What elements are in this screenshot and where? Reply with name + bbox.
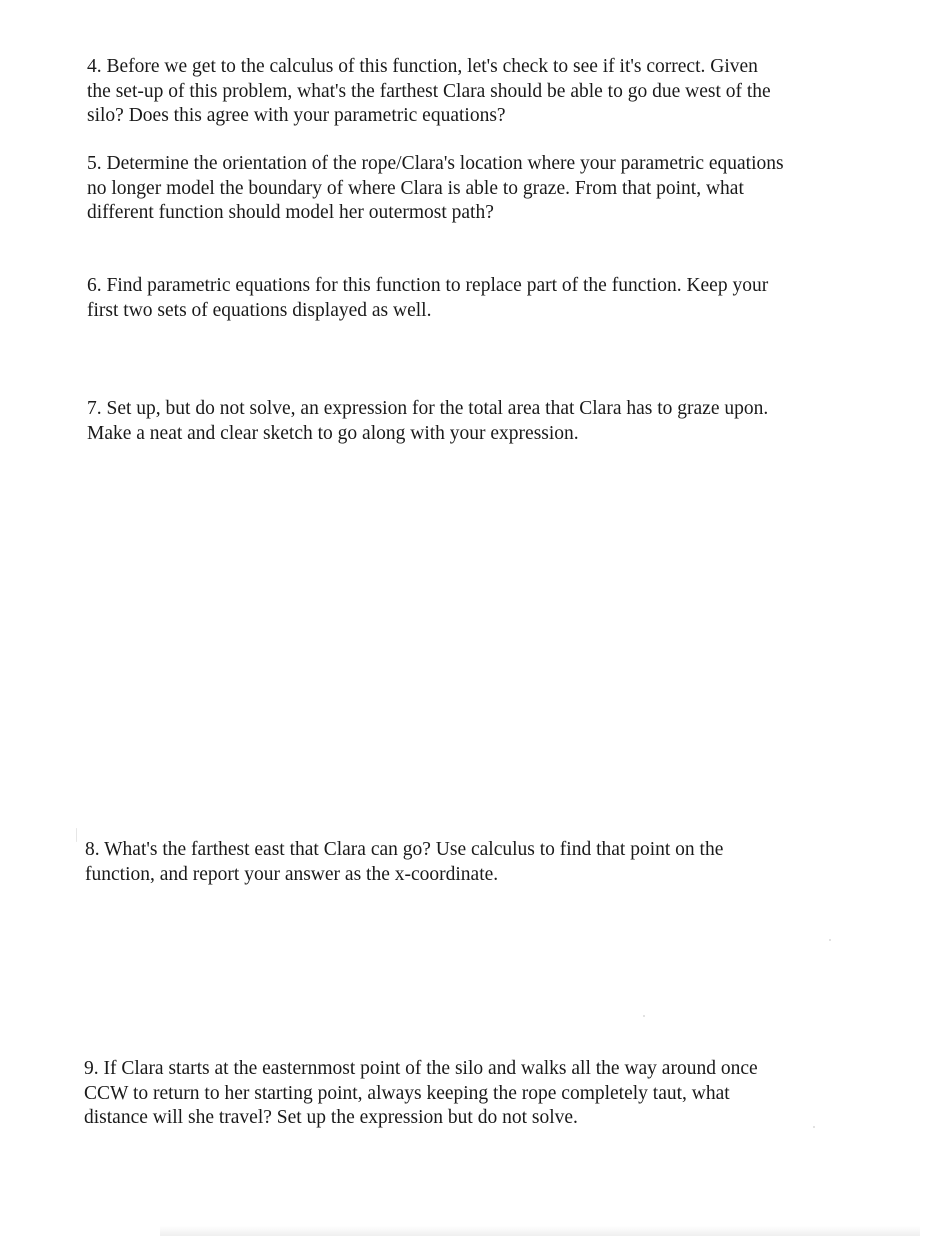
question-4 xyxy=(87,55,887,129)
scan-artifact xyxy=(829,939,831,941)
question-5 xyxy=(87,152,887,226)
question-text: What's the farthest east that Clara can go? Use calculus to find that point on the function, and report your answer as the x-coordinate. xyxy=(85,839,724,885)
question-text: If Clara starts at the easternmost point of the silo and walks all the way around once CCW to return to her starting point, always keeping the rope completely taut, what distance will she travel? Set up the expression but do not solve. xyxy=(84,1058,758,1128)
question-text: Set up, but do not solve, an expression for the total area that Clara has to graze upon. Make a neat and clear sketch to go along with your expression. xyxy=(87,398,769,444)
question-number: 4. xyxy=(87,56,102,77)
question-7 xyxy=(87,397,887,446)
scan-artifact xyxy=(643,1015,645,1017)
scan-artifact xyxy=(76,828,77,842)
scan-edge-shadow xyxy=(160,1226,920,1236)
question-9 xyxy=(84,1057,884,1131)
question-6 xyxy=(87,274,887,323)
question-8 xyxy=(85,838,885,887)
question-number: 9. xyxy=(84,1058,99,1079)
question-number: 7. xyxy=(87,398,102,419)
question-text: Find parametric equations for this function to replace part of the function. Keep your first two sets of equations displayed as well. xyxy=(87,275,769,321)
question-number: 8. xyxy=(85,839,100,860)
question-number: 6. xyxy=(87,275,102,296)
question-number: 5. xyxy=(87,153,102,174)
question-text: Before we get to the calculus of this function, let's check to see if it's correct. Given the set-up of this problem, what's the farthest Clara should be able to go due west of the silo? Does this agree with your parametric equations? xyxy=(87,56,771,126)
scan-artifact xyxy=(813,1126,815,1128)
question-text: Determine the orientation of the rope/Clara's location where your parametric equations no longer model the boundary of where Clara is able to graze. From that point, what different function should model her outermost path? xyxy=(87,153,784,223)
